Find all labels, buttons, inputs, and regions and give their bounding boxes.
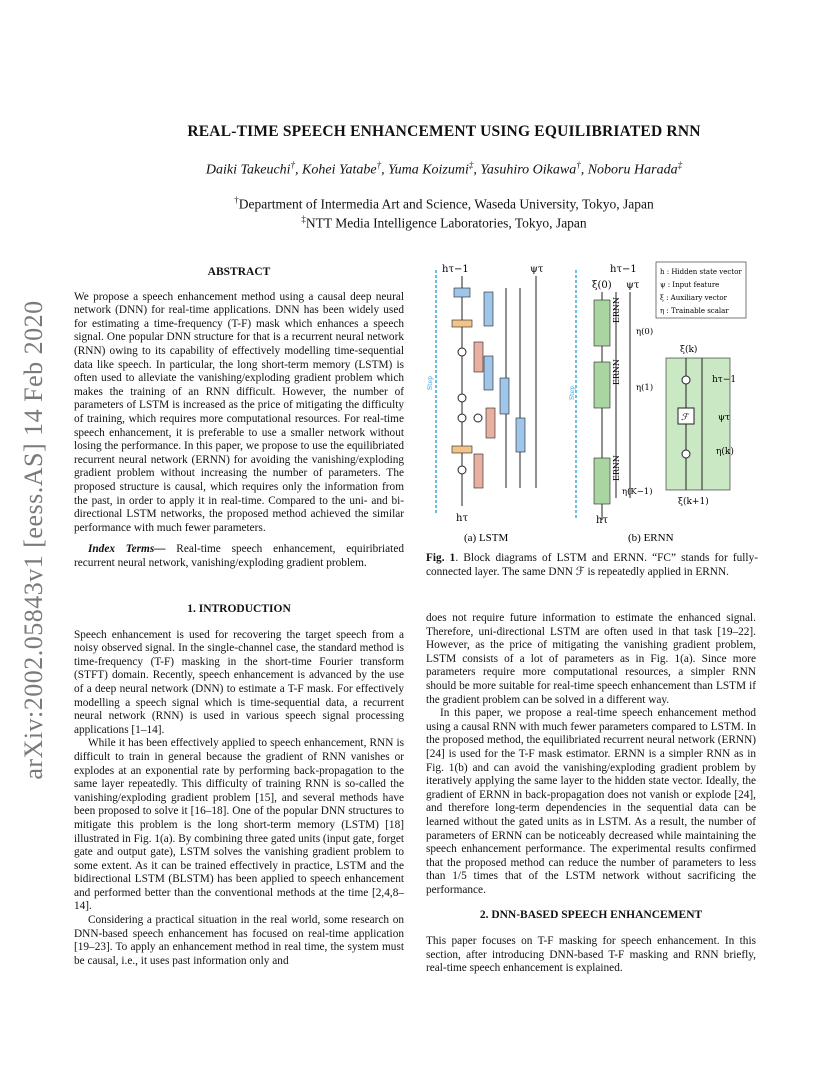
h-prev-label: hτ−1	[442, 264, 469, 275]
section-2-heading: 2. DNN-BASED SPEECH ENHANCEMENT	[479, 909, 703, 922]
author: Yuma Koizumi	[388, 162, 469, 178]
step-label: Step	[427, 376, 434, 390]
xik-label: ξ(k)	[680, 345, 698, 355]
author: Daiki Takeuchi	[205, 162, 291, 178]
eta1-label: η(1)	[636, 383, 654, 393]
introduction-section	[74, 603, 404, 968]
right-column-text	[426, 612, 756, 976]
figure-caption	[426, 552, 758, 579]
author-mark: †	[576, 160, 581, 170]
figure-1-diagram	[426, 258, 758, 554]
affiliation-1	[60, 195, 828, 213]
author-mark: ‡	[468, 160, 474, 170]
abstract-text: We propose a speech enhancement method using a causal deep neural network (DNN) for real-time applications. DNN has been widely used for estimating a time-frequency (T-F) mask which enhances a speech signal. One popular DNN structure for that is a recurrent neural network (RNN) owing to its capability of effectively modelling time-sequential data like speech. In particular, the long short-term memory (LSTM) is often used to alleviate the vanishing/exploding gradient problem which makes the training of an RNN difficult. However, the number of parameters of LSTM is increased as the price of mitigating the difficulty of training, which requires more computational resources. For real-time speech enhancement, it is preferable to use a smaller network without losing the performance. In this paper, we propose to use the equilibriated recurrent neural network (ERNN) for avoiding the vanishing/exploding gradient problem without increasing the number of parameters. The proposed structure is causal, which requires only the information from the past, in order to apply it in real-time. Compared to the uni- and bi-directional LSTM networks, the proposed method achieved the similar performance with much fewer parameters.	[74, 290, 404, 534]
intro-paragraph-3: Considering a practical situation in the real world, some research on DNN-based speech enhancement has focused on real-time application [19–23]. To apply an enhancement method in real time, the system must be causal, i.e., it uses past information only and	[74, 914, 404, 967]
h-out-label: hτ	[456, 513, 468, 524]
affiliation-mark: ‡	[301, 214, 306, 224]
legend-item: ξ : Auxiliary vector	[660, 294, 727, 302]
etak-label: η(k)	[716, 447, 734, 457]
index-terms-text: Real-time speech enhancement, equiribriated recurrent neural network, vanishing/exploding gradient problem.	[74, 543, 404, 569]
affiliation-2	[60, 214, 828, 232]
index-terms-label: Index Terms—	[88, 543, 166, 556]
ernn-block: ERNN	[612, 359, 621, 385]
legend-item: ψ : Input feature	[660, 281, 720, 289]
caption-text: . Block diagrams of LSTM and ERNN. “FC” stands for fully-connected layer. The same DNN ℱ is repeatedly applied in ERNN.	[426, 552, 758, 578]
xi0-label: ξ(0)	[592, 280, 612, 291]
caption-label: Fig. 1	[426, 552, 456, 564]
legend-item: h : Hidden state vector	[660, 268, 742, 276]
lstm-diagram	[427, 264, 544, 524]
author-mark: †	[290, 160, 296, 170]
ernn-block: ERNN	[612, 455, 621, 481]
affiliation-mark: †	[234, 195, 239, 205]
subfig-b-label: (b) ERNN	[628, 532, 674, 544]
ernn-diagram	[569, 262, 746, 526]
affiliation-text: Department of Intermedia Art and Science, Waseda University, Tokyo, Japan	[238, 196, 654, 212]
author-mark: †	[376, 160, 382, 170]
eta0-label: η(0)	[636, 327, 654, 337]
abstract-heading: ABSTRACT	[207, 266, 271, 278]
author: Yasuhiro Oikawa	[480, 162, 577, 178]
paper-title: REAL-TIME SPEECH ENHANCEMENT USING EQUILIBRIATED RNN	[187, 123, 701, 140]
subfig-a-label: (a) LSTM	[464, 532, 509, 544]
intro-paragraph-1: Speech enhancement is used for recovering the target speech from a noisy observed signal. In the single-channel case, the standard method is time-frequency (T-F) masking in the short-time Fourier transform (STFT) domain. Recently, speech enhancement is advanced by the use of a deep neural network (DNN) to estimate a T-F mask. For effectively modelling a speech signal which is time-sequential data, a recurrent neural network (RNN) is used in various speech signal processing applications [1–14].	[74, 628, 404, 736]
psi-label-b: ψτ	[626, 280, 640, 291]
etaK1-label: η(K−1)	[622, 487, 653, 497]
dnn-f-label: ℱ	[681, 413, 689, 423]
h-prev-label-b: hτ−1	[610, 264, 637, 275]
h-prev-inner: hτ−1	[712, 375, 737, 385]
step-label-b: Step	[569, 386, 576, 400]
author-mark: ‡	[677, 160, 683, 170]
xik1-label: ξ(k+1)	[678, 497, 709, 507]
psi-label: ψτ	[530, 264, 544, 275]
legend-item: η : Trainable scalar	[660, 307, 729, 315]
author: Noboru Harada	[587, 162, 678, 178]
author: Kohei Yatabe	[302, 162, 377, 178]
author-list: Daiki Takeuchi†, Kohei Yatabe†, Yuma Koizumi‡, Yasuhiro Oikawa†, Noboru Harada‡	[205, 160, 683, 178]
ernn-block: ERNN	[612, 297, 621, 323]
intro-paragraph-2: While it has been effectively applied to speech enhancement, RNN is difficult to train in general because the gradient of RNN vanishes or explodes at an exponential rate by performing back-propagation to the same layer repeatedly. This difficulty of training RNN is so-called the vanishing/exploding gradient problem [15], and several methods have been proposed to solve it [16–18]. One of the popular DNN structures to mitigate this problem is the long short-term memory (LSTM) [18] illustrated in Fig. 1(a). By combining three gated units (input gate, forget gate and output gate), LSTM solves the vanishing gradient problem to some extent. As it can be trained effectively in practice, LSTM and the bidirectional LSTM (BLSTM) has been applied to speech enhancement and performed better than the conventional methods at the time [2,4,8–14].	[74, 737, 404, 913]
right-paragraph-2: In this paper, we propose a real-time speech enhancement method using a causal RNN with much fewer parameters compared to LSTM. In the proposed method, the equilibriated recurrent neural network (ERNN) [24] is used for the T-F mask estimator. ERNN is a simpler RNN as in Fig. 1(b) and can avoid the vanishing/exploding gradient problem by iteratively applying the same layer to the hidden state vector. Ideally, the gradient of ERNN in back-propagation does not vanish or explode [24], and therefore long-term dependencies in the sequential data can be learned without the gated units as in LSTM. As a result, the number of parameters of ERNN can be noticeably decreased while maintaining the speech enhancement performance. The experimental results confirmed that the proposed method can reduce the number of parameters to less than 1/5 times that of the LSTM network without sacrificing the performance.	[426, 707, 756, 896]
abstract-section	[74, 266, 404, 570]
psi-inner: ψτ	[718, 413, 731, 423]
arxiv-id: arXiv:2002.05843v1 [eess.AS] 14 Feb 2020	[19, 300, 48, 780]
h-out-label-b: hτ	[596, 515, 608, 526]
right-paragraph-1: does not require future information to estimate the enhanced signal. Therefore, uni-directional LSTM are often used in that task [19–22]. However, as the price of mitigating the vanishing gradient problem, LSTM consists of a lot of parameters as in Fig. 1(a). Since more parameters require more computational resources, a simpler RNN should be more suitable for real-time speech enhancement than LSTM if the gradient problem can be solved in a different way.	[426, 612, 756, 706]
arxiv-sidebar	[14, 260, 54, 820]
intro-heading: 1. INTRODUCTION	[187, 603, 291, 615]
index-terms	[74, 543, 404, 570]
affiliation-text: NTT Media Intelligence Laboratories, Tokyo, Japan	[305, 215, 587, 231]
right-paragraph-3: This paper focuses on T-F masking for speech enhancement. In this section, after introducing DNN-based T-F masking and RNN briefly, real-time speech enhancement is explained.	[426, 935, 756, 975]
